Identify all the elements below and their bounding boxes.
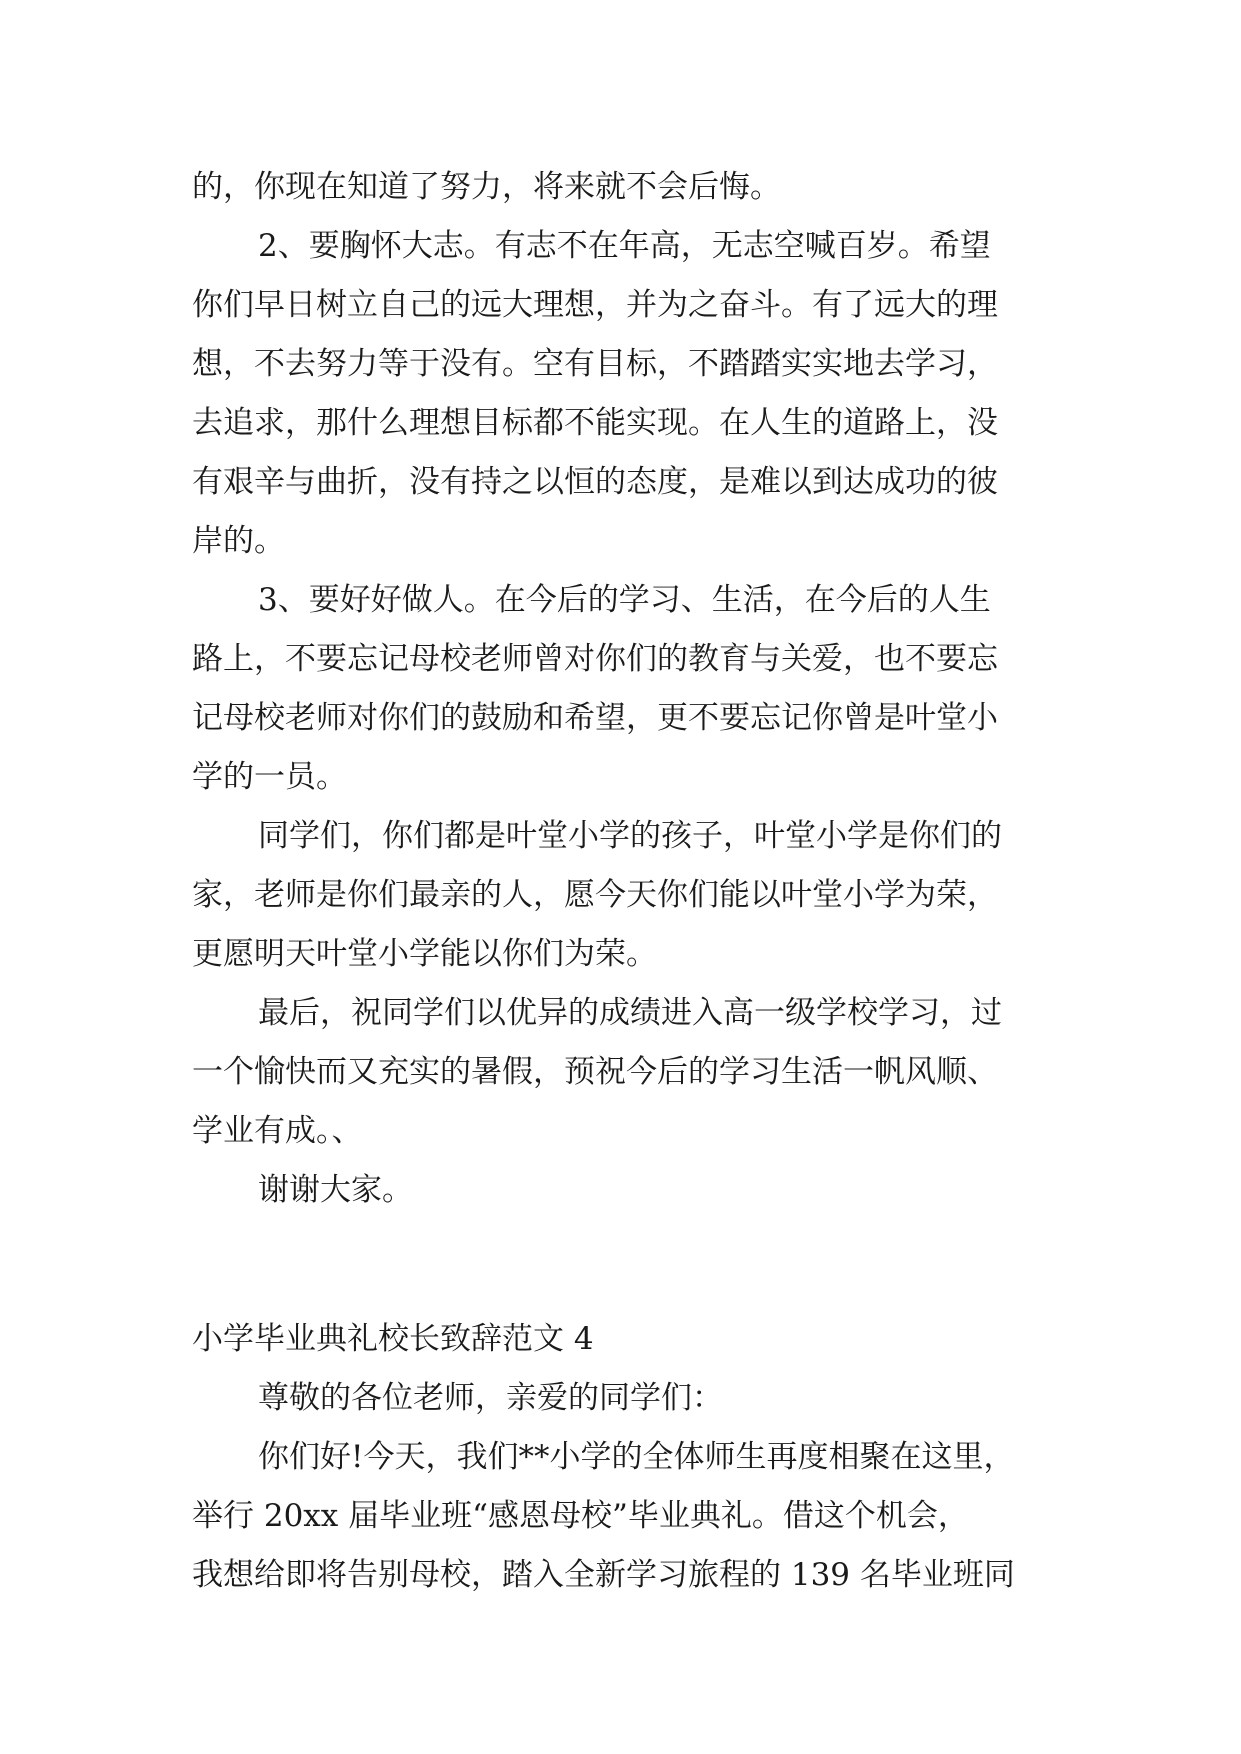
text-line: 记母校老师对你们的鼓励和希望，更不要忘记你曾是叶堂小 xyxy=(192,700,998,736)
text-line: 同学们，你们都是叶堂小学的孩子，叶堂小学是你们的 xyxy=(258,818,1002,854)
text-line: 尊敬的各位老师，亲爱的同学们： xyxy=(258,1380,723,1416)
text-line: 你们好!今天，我们**小学的全体师生再度相聚在这里， xyxy=(258,1439,1015,1475)
text-line: 2、要胸怀大志。有志不在年高，无志空喊百岁。希望 xyxy=(258,228,991,264)
text-line: 路上，不要忘记母校老师曾对你们的教育与关爱，也不要忘 xyxy=(192,641,998,677)
text-line: 学的一员。 xyxy=(192,759,347,795)
text-line: 更愿明天叶堂小学能以你们为荣。 xyxy=(192,936,657,972)
text-line: 谢谢大家。 xyxy=(258,1172,413,1208)
text-line: 最后，祝同学们以优异的成绩进入高一级学校学习，过 xyxy=(258,995,1002,1031)
text-line: 家，老师是你们最亲的人，愿今天你们能以叶堂小学为荣， xyxy=(192,877,998,913)
text-line: 你们早日树立自己的远大理想，并为之奋斗。有了远大的理 xyxy=(192,287,998,323)
text-line: 想，不去努力等于没有。空有目标，不踏踏实实地去学习， xyxy=(192,346,998,382)
document-body xyxy=(192,158,1062,1605)
text-line: 我想给即将告别母校，踏入全新学习旅程的 139 名毕业班同 xyxy=(192,1557,1015,1593)
text-line: 去追求，那什么理想目标都不能实现。在人生的道路上，没 xyxy=(192,405,998,441)
text-line: 的，你现在知道了努力，将来就不会后悔。 xyxy=(192,169,781,205)
text-line: 3、要好好做人。在今后的学习、生活，在今后的人生 xyxy=(258,582,991,618)
section-title: 小学毕业典礼校长致辞范文 4 xyxy=(192,1321,594,1357)
text-line: 一个愉快而又充实的暑假，预祝今后的学习生活一帆风顺、 xyxy=(192,1054,998,1090)
section-spacer xyxy=(192,1220,1062,1310)
text-line: 有艰辛与曲折，没有持之以恒的态度，是难以到达成功的彼 xyxy=(192,464,998,500)
text-line: 学业有成。、 xyxy=(192,1113,363,1149)
text-line: 岸的。 xyxy=(192,523,285,559)
text-line: 举行 20xx 届毕业班“感恩母校”毕业典礼。借这个机会， xyxy=(192,1498,969,1534)
